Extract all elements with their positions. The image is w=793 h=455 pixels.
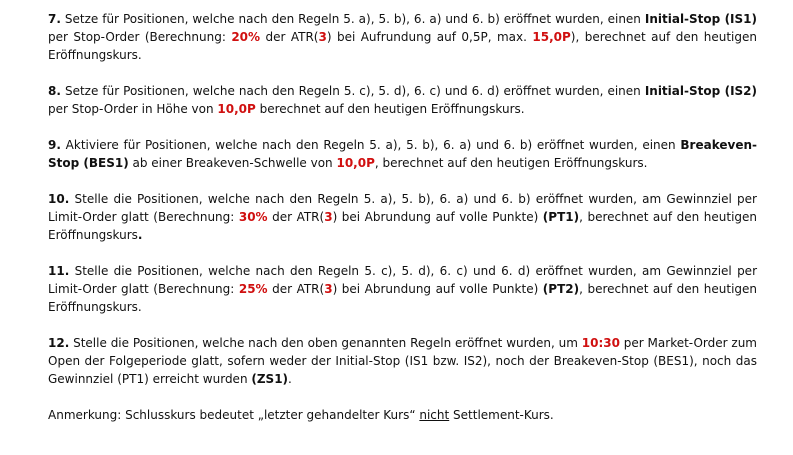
rule-text: Stelle die Positionen, welche nach den Regeln 5. a), 5. b), 6. a) und 6. b) eröffnet wurden, am Gewinnziel per Limit-Order glatt (Berechnung: [48, 192, 757, 224]
rule-bold-term: Initial-Stop (IS2) [644, 84, 758, 98]
remark-underlined-word: nicht [419, 408, 450, 422]
rule-number: 8. [48, 84, 61, 98]
rule-text: der ATR( [267, 282, 325, 296]
rule-12 [48, 334, 757, 388]
rule-text: ab einer Breakeven-Schwelle von [128, 156, 337, 170]
rule-parameter-value: 10,0P [217, 102, 256, 116]
rule-text: per Stop-Order (Berechnung: [48, 30, 232, 44]
rule-parameter-value: 10:30 [581, 336, 620, 350]
rule-11 [48, 262, 757, 316]
rule-parameter-value: 25% [238, 282, 268, 296]
rule-parameter-value: 3 [324, 210, 333, 224]
rules-list [48, 10, 757, 388]
rule-number: 10. [48, 192, 70, 206]
rule-number: 7. [48, 12, 61, 26]
rule-parameter-value: 30% [238, 210, 268, 224]
rule-text: Stelle die Positionen, welche nach den Regeln 5. c), 5. d), 6. c) und 6. d) eröffnet wurden, am Gewinnziel per Limit-Order glatt (Berechnung: [48, 264, 757, 296]
rule-bold-term: Breakeven-Stop (BES1) [48, 138, 757, 170]
rule-text: ) bei Aufrundung auf 0,5P, max. [326, 30, 533, 44]
rule-text: , berechnet auf den heutigen Eröffnungskurs. [374, 156, 648, 170]
rule-bold-term: Initial-Stop (IS1) [644, 12, 757, 26]
rule-text: Aktiviere für Positionen, welche nach den Regeln 5. a), 5. b), 6. a) und 6. b) eröffnet wurden, einen [60, 138, 681, 152]
rule-text: , berechnet auf den heutigen Eröffnungskurs. [48, 282, 758, 314]
rule-number: 12. [48, 336, 70, 350]
rule-parameter-value: 15,0P [532, 30, 571, 44]
rule-text: per Market-Order zum Open der Folgeperiode glatt, sofern weder der Initial-Stop (IS1 bzw. IS2), noch der Breakeven-Stop (BES1), noch das Gewinnziel (PT1) erreicht wurden [48, 336, 757, 386]
rule-text: Setze für Positionen, welche nach den Regeln 5. a), 5. b), 6. a) und 6. b) eröffnet wurden, einen [60, 12, 645, 26]
rule-parameter-value: 3 [318, 30, 327, 44]
rule-text: der ATR( [267, 210, 325, 224]
rule-bold-term: (PT2) [542, 282, 580, 296]
remark-text-before: Anmerkung: Schlusskurs bedeutet „letzter gehandelter Kurs“ [48, 408, 420, 422]
rule-bold-term: (ZS1) [251, 372, 289, 386]
rule-text: ), berechnet auf den heutigen Eröffnungskurs. [48, 30, 757, 62]
rule-number: 9. [48, 138, 61, 152]
rule-parameter-value: 3 [324, 282, 333, 296]
rule-text: Setze für Positionen, welche nach den Regeln 5. c), 5. d), 6. c) und 6. d) eröffnet wurden, einen [60, 84, 645, 98]
rule-text: ) bei Abrundung auf volle Punkte) [332, 210, 543, 224]
rule-text: , berechnet auf den heutigen Eröffnungskurs [48, 210, 758, 242]
rule-9 [48, 136, 757, 172]
rule-number: 11. [48, 264, 70, 278]
rule-bold-term: (PT1) [542, 210, 580, 224]
rule-text: der ATR( [260, 30, 319, 44]
rule-8 [48, 82, 757, 118]
rule-text: ) bei Abrundung auf volle Punkte) [332, 282, 543, 296]
rule-bold-term: . [137, 228, 143, 242]
rule-parameter-value: 10,0P [336, 156, 375, 170]
rule-parameter-value: 20% [231, 30, 261, 44]
remark-text-after: Settlement-Kurs. [449, 408, 554, 422]
remark-note [48, 406, 757, 424]
rules-document [48, 10, 757, 424]
rule-text: berechnet auf den heutigen Eröffnungskurs. [255, 102, 525, 116]
rule-text: per Stop-Order in Höhe von [48, 102, 218, 116]
rule-10 [48, 190, 757, 244]
rule-7 [48, 10, 757, 64]
rule-text: . [288, 372, 292, 386]
rule-text: Stelle die Positionen, welche nach den oben genannten Regeln eröffnet wurden, um [69, 336, 582, 350]
